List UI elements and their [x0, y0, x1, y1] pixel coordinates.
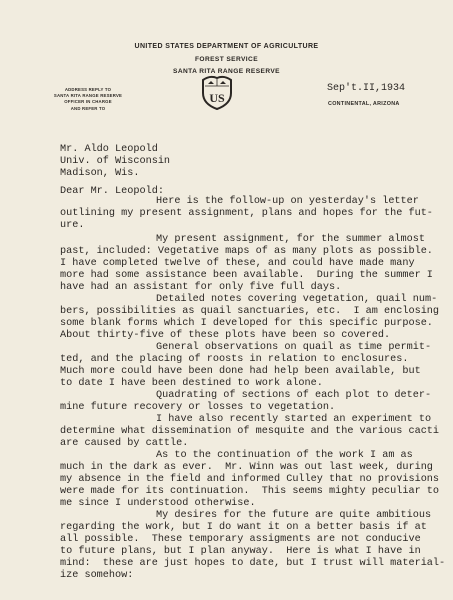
body-line: are caused by cattle. — [60, 438, 189, 449]
recipient-line: Univ. of Wisconsin — [60, 156, 171, 167]
body-line: My present assignment, for the summer almost — [156, 234, 425, 245]
body-line: have had an assistant for only five full days. — [60, 282, 342, 293]
body-line: to future plans, but I plan anyway. Here is what I have in — [60, 546, 421, 557]
address-line: ADDRESS REPLY TO — [64, 87, 112, 92]
body-line: were made for its continuation. This seems mighty peculiar to — [60, 486, 440, 497]
body-line: About thirty-five of these plots have been so covered. — [60, 330, 391, 341]
body-line: Here is the follow-up on yesterday's letter — [156, 196, 419, 207]
body-line: ize somehow: — [60, 570, 134, 581]
body-line: I have completed twelve of these, and could have made many — [60, 258, 415, 269]
letterhead-department: UNITED STATES DEPARTMENT OF AGRICULTURE — [134, 43, 319, 50]
body-line: my absence in the field and informed Culley that no provisions — [60, 474, 440, 485]
body-line: Quadrating of sections of each plot to deter- — [156, 390, 432, 401]
body-line: regarding the work, but I do want it on a better basis if at — [60, 522, 427, 533]
body-line: As to the continuation of the work I am as — [156, 450, 413, 461]
body-line: determine what dissemination of mesquite and the various cacti — [60, 426, 440, 437]
body-line: Much more could have been done had help been available, but — [60, 366, 421, 377]
body-line: outlining my present assignment, plans and hopes for the fut- — [60, 208, 433, 219]
body-line: much in the dark as ever. Mr. Winn was out last week, during — [60, 462, 433, 473]
body-line: mind: these are just hopes to date, but I trust will material- — [60, 558, 446, 569]
recipient-line: Madison, Wis. — [60, 168, 140, 179]
recipient-line: Mr. Aldo Leopold — [60, 144, 158, 155]
body-line: me since I understood otherwise. — [60, 498, 256, 509]
body-line: ted, and the placing of roosts in relation to enclosures. — [60, 354, 409, 365]
letter-location: CONTINENTAL, ARIZONA — [328, 101, 400, 107]
letter-date: Sep't.II,1934 — [327, 83, 406, 94]
reply-address-block — [42, 87, 134, 112]
body-line: some blank forms which I developed for this specific purpose. — [60, 318, 433, 329]
forest-service-shield-icon — [201, 74, 233, 110]
salutation: Dear Mr. Leopold: — [60, 186, 164, 197]
body-line: ure. — [60, 220, 85, 231]
letterhead-reserve: SANTA RITA RANGE RESERVE — [173, 68, 280, 75]
body-line: all possible. These temporary assigments are not conducive — [60, 534, 421, 545]
body-line: bers, possibilities as quail sanctuaries, etc. I am enclosing — [60, 306, 440, 317]
letterhead-service: FOREST SERVICE — [194, 56, 258, 63]
address-line: SANTA RITA RANGE RESERVE — [53, 93, 123, 99]
address-line: AND REFER TO — [70, 105, 106, 111]
body-line: past, included: Vegetative maps of as many plots as possible. — [60, 246, 433, 257]
body-line: to date I have been destined to work alone. — [60, 378, 323, 389]
body-line: more had some assistance been available. During the summer I — [60, 270, 433, 281]
body-line: My desires for the future are quite ambitious — [156, 510, 432, 521]
body-line: I have also recently started an experiment to — [156, 414, 432, 425]
body-line: Detailed notes covering vegetation, quail num- — [156, 294, 438, 305]
body-line: mine future recovery or losses to vegetation. — [60, 402, 336, 413]
address-line: OFFICER IN CHARGE — [64, 99, 112, 105]
shield-letters: US — [209, 91, 225, 105]
body-line: General observations on quail as time permit- — [156, 342, 432, 353]
